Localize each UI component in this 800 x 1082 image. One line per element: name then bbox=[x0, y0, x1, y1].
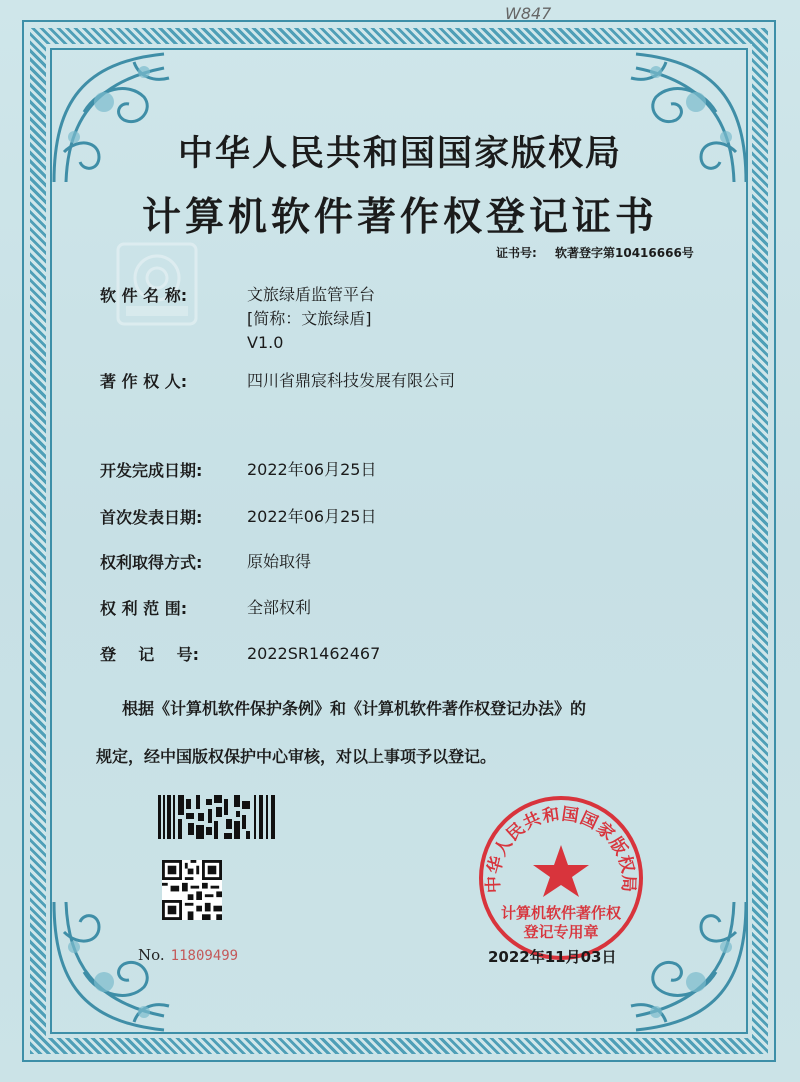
issuing-authority: 中华人民共和国国家版权局 bbox=[177, 133, 622, 174]
field-value bbox=[247, 283, 375, 355]
field-label: 登 记 号: bbox=[100, 645, 199, 664]
qr-code-icon bbox=[162, 860, 222, 920]
software-abbreviation-line: [简称：文旅绿盾] bbox=[247, 309, 372, 328]
seal-ring-text: 中华人民共和国国家版权局 bbox=[483, 804, 639, 894]
field-label: 权 利 范 围: bbox=[100, 599, 188, 618]
field-acquisition-method bbox=[100, 550, 311, 574]
barcode-icon bbox=[158, 795, 276, 839]
field-first-published bbox=[100, 505, 376, 529]
certificate-number-value: 软著登字第10416666号 bbox=[555, 246, 694, 260]
software-name-line: 文旅绿盾监管平台 bbox=[247, 285, 376, 304]
field-label: 首次发表日期: bbox=[100, 508, 203, 527]
field-label: 软 件 名 称: bbox=[100, 286, 188, 305]
handwritten-note: W847 bbox=[505, 4, 552, 23]
serial-value: 11809499 bbox=[170, 948, 239, 964]
certificate-title: 计算机软件著作权登记证书 bbox=[141, 194, 658, 240]
field-value: 2022SR1462467 bbox=[247, 644, 381, 663]
field-software-name bbox=[100, 283, 375, 355]
field-label: 权利取得方式: bbox=[100, 553, 203, 572]
statement-line-1: 根据《计算机软件保护条例》和《计算机软件著作权登记办法》的 bbox=[122, 699, 587, 718]
issue-date: 2022年11月03日 bbox=[488, 948, 617, 966]
seal-line-1: 计算机软件著作权 bbox=[500, 904, 621, 922]
field-copyright-owner bbox=[100, 369, 455, 393]
field-label: 著 作 权 人: bbox=[100, 372, 188, 391]
field-development-completed bbox=[100, 458, 376, 482]
serial-prefix: No. bbox=[138, 946, 165, 964]
field-value: 四川省鼎宸科技发展有限公司 bbox=[247, 371, 456, 390]
seal-line-2: 登记专用章 bbox=[523, 923, 599, 941]
field-rights-scope bbox=[100, 596, 311, 620]
certificate-number bbox=[496, 244, 694, 261]
field-registration-number bbox=[100, 642, 380, 666]
statement-line-2: 规定，经中国版权保护中心审核，对以上事项予以登记。 bbox=[96, 747, 497, 766]
certificate-number-label: 证书号: bbox=[496, 246, 537, 260]
serial-number bbox=[138, 946, 238, 964]
field-value: 2022年06月25日 bbox=[247, 460, 377, 479]
software-version-line: V1.0 bbox=[247, 333, 284, 352]
field-value: 全部权利 bbox=[247, 598, 312, 617]
field-value: 原始取得 bbox=[247, 552, 312, 571]
field-value: 2022年06月25日 bbox=[247, 507, 377, 526]
field-label: 开发完成日期: bbox=[100, 461, 203, 480]
